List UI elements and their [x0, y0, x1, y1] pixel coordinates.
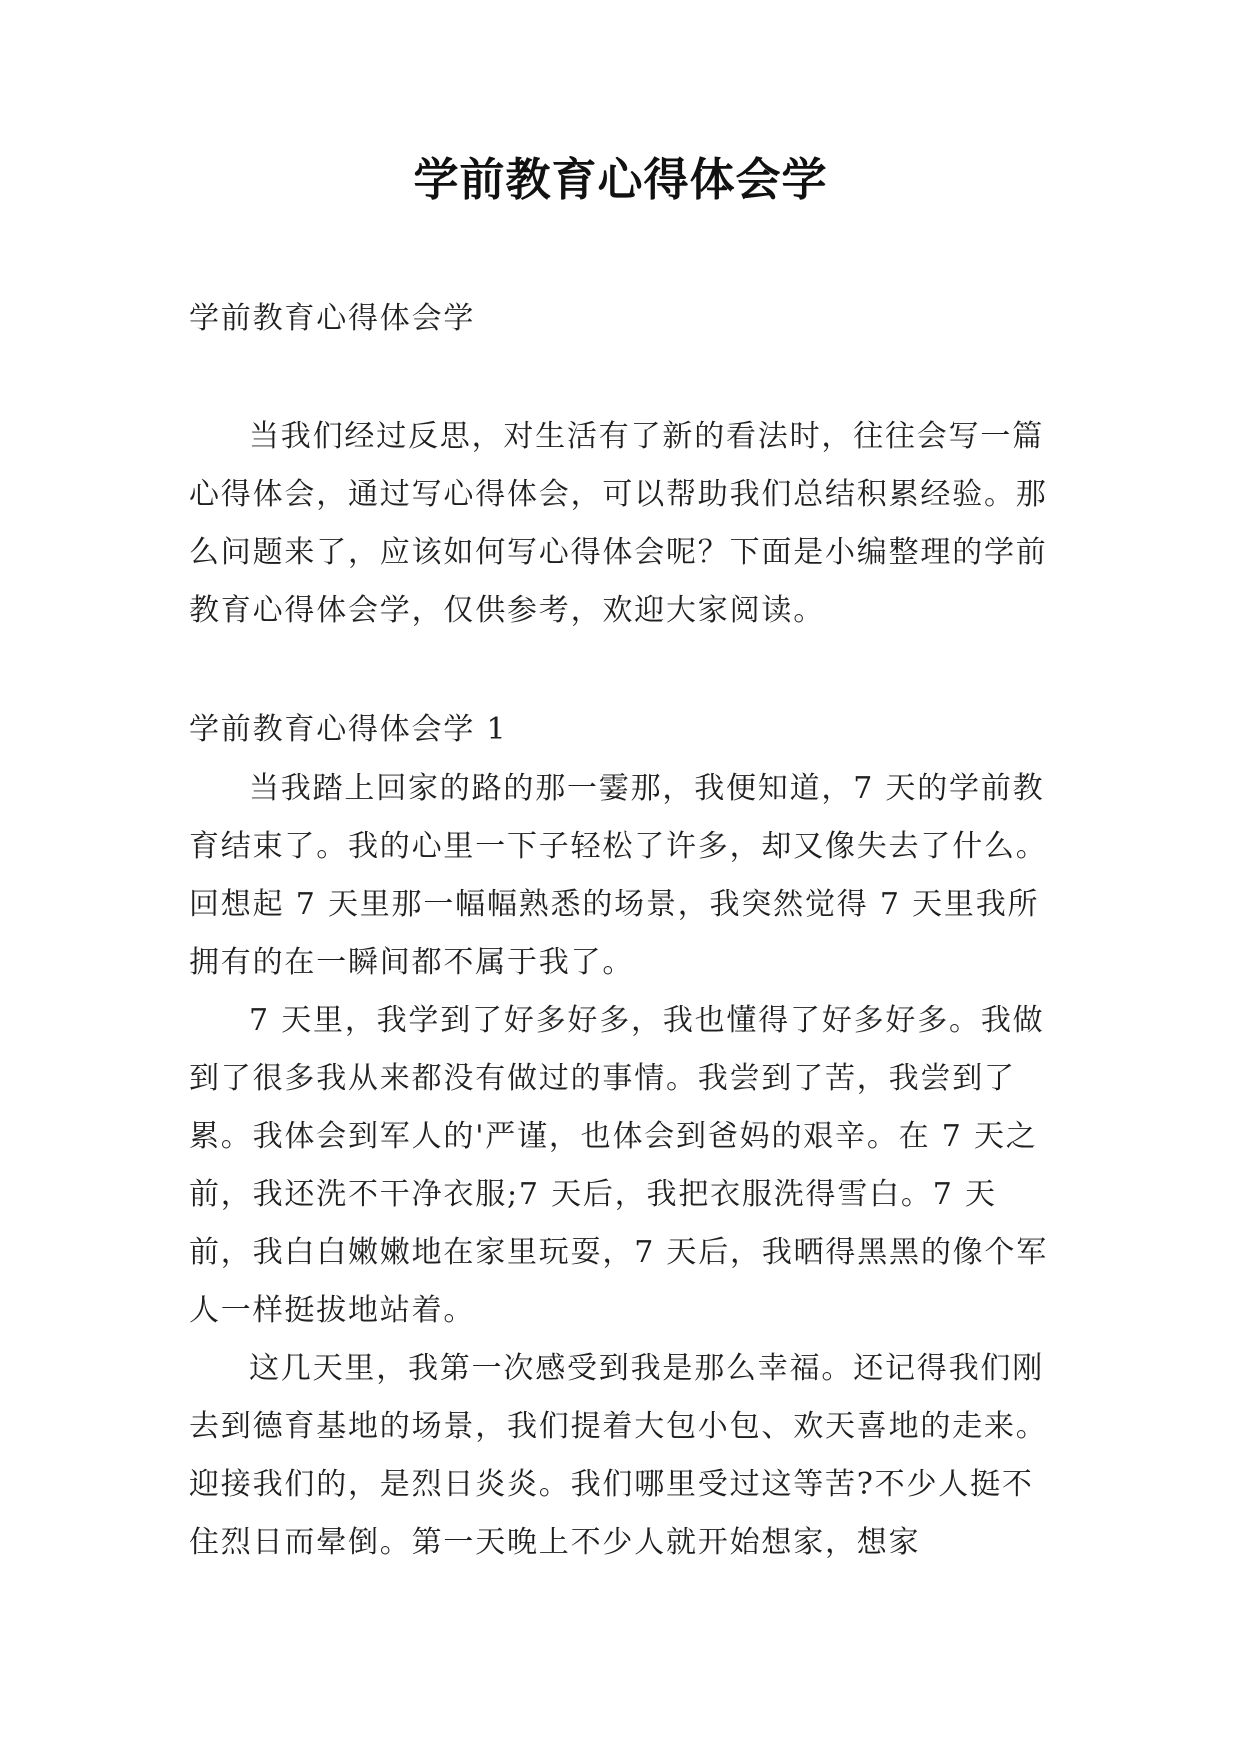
- intro-paragraph: 当我们经过反思，对生活有了新的看法时，往往会写一篇心得体会，通过写心得体会，可以帮助我们总结积累经验。那么问题来了，应该如何写心得体会呢？下面是小编整理的学前教育心得体会学，仅供参考，欢迎大家阅读。: [189, 419, 1048, 628]
- document-subtitle: 学前教育心得体会学: [189, 301, 476, 336]
- section-1-paragraph-1: 当我踏上回家的路的那一霎那，我便知道，7 天的学前教育结束了。我的心里一下子轻松了许多，却又像失去了什么。回想起 7 天里那一幅幅熟悉的场景，我突然觉得 7 天里我所拥有的在一瞬间都不属于我了。: [189, 771, 1048, 980]
- intro-section: [189, 408, 1053, 640]
- section-1: [189, 700, 1053, 1572]
- section-1-paragraph-2: 7 天里，我学到了好多好多，我也懂得了好多好多。我做到了很多我从来都没有做过的事情。我尝到了苦，我尝到了累。我体会到军人的'严谨，也体会到爸妈的艰辛。在 7 天之前，我还洗不干净衣服;7 天后，我把衣服洗得雪白。7 天前，我白白嫩嫩地在家里玩耍，7 天后，我晒得黑黑的像个军人一样挺拔地站着。: [189, 1003, 1049, 1328]
- section-1-paragraph-3: 这几天里，我第一次感受到我是那么幸福。还记得我们刚去到德育基地的场景，我们提着大包小包、欢天喜地的走来。迎接我们的，是烈日炎炎。我们哪里受过这等苦?不少人挺不住烈日而晕倒。第一天晚上不少人就开始想家，想家: [189, 1351, 1048, 1560]
- document-title: 学前教育心得体会学: [413, 153, 828, 206]
- section-1-heading: 学前教育心得体会学 1: [189, 712, 508, 747]
